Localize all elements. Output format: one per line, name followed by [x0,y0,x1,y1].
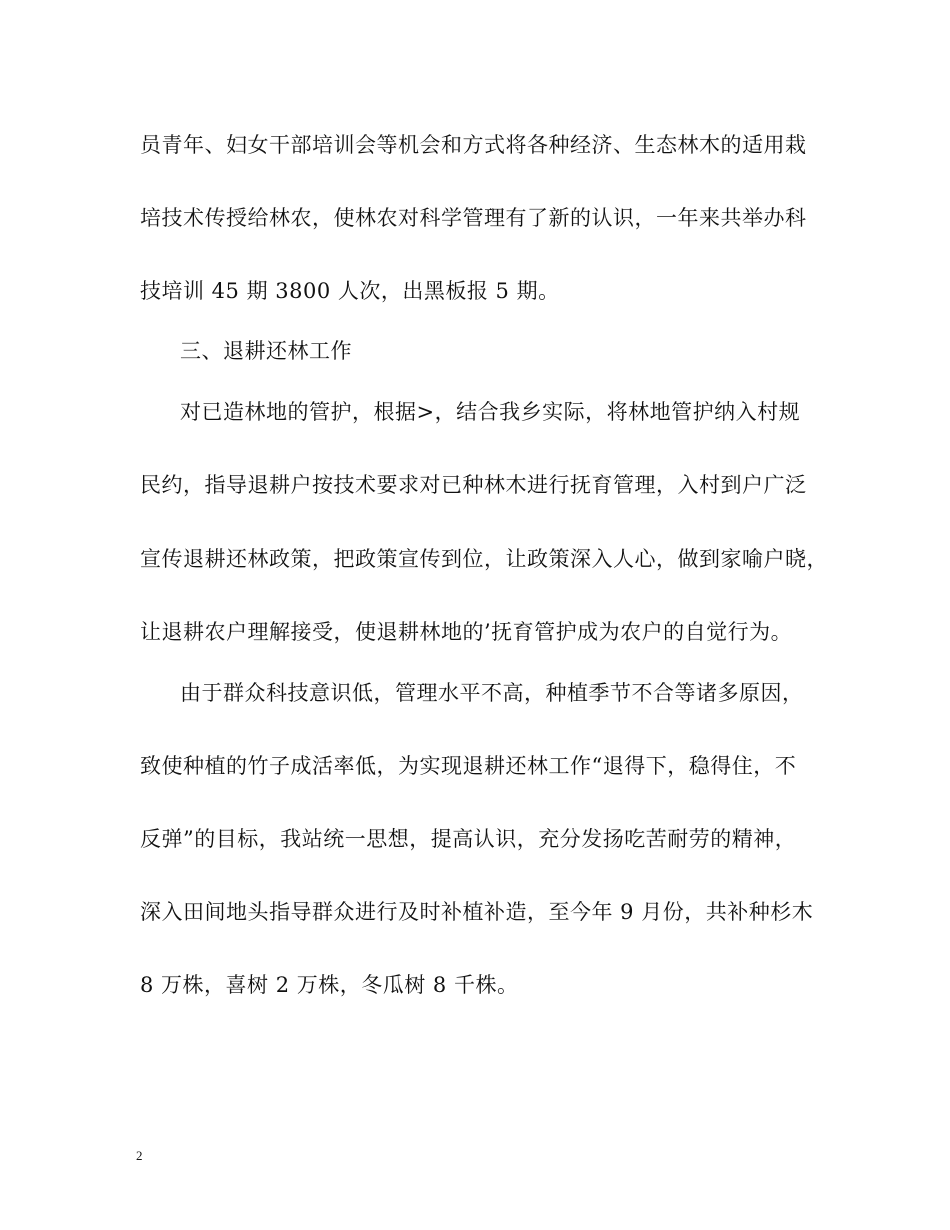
text-line-13: 8 万株，喜树 2 万株，冬瓜树 8 千株。 [140,973,519,997]
text-line-11: 反弹”的目标，我站统一思想，提高认识，充分发扬吃苦耐劳的精神， [140,827,797,851]
text-line-6: 民约，指导退耕户按技术要求对已种林木进行抚育管理，入村到户广泛 [140,473,807,497]
section-heading: 三、退耕还林工作 [180,339,352,363]
text-line-8: 让退耕农户理解接受，使退耕林地的’抚育管护成为农户的自觉行为。 [140,620,793,644]
text-line-2: 培技术传授给林农，使林农对科学管理有了新的认识，一年来共举办科 [140,206,807,230]
page-number: 2 [136,1148,143,1163]
text-line-10: 致使种植的竹子成活率低，为实现退耕还林工作“退得下，稳得住，不 [140,754,797,778]
text-line-9: 由于群众科技意识低，管理水平不高，种植季节不合等诸多原因， [180,681,804,705]
text-line-7: 宣传退耕还林政策，把政策宣传到位，让政策深入人心，做到家喻户晓， [140,547,828,571]
text-line-12: 深入田间地头指导群众进行及时补植补造，至今年 9 月份，共补种杉木 [140,900,814,924]
text-line-3: 技培训 45 期 3800 人次，出黑板报 5 期。 [140,279,560,303]
text-line-5: 对已造林地的管护，根据>，结合我乡实际，将林地管护纳入村规 [180,400,801,424]
text-line-1: 员青年、妇女干部培训会等机会和方式将各种经济、生态林木的适用栽 [140,133,807,157]
